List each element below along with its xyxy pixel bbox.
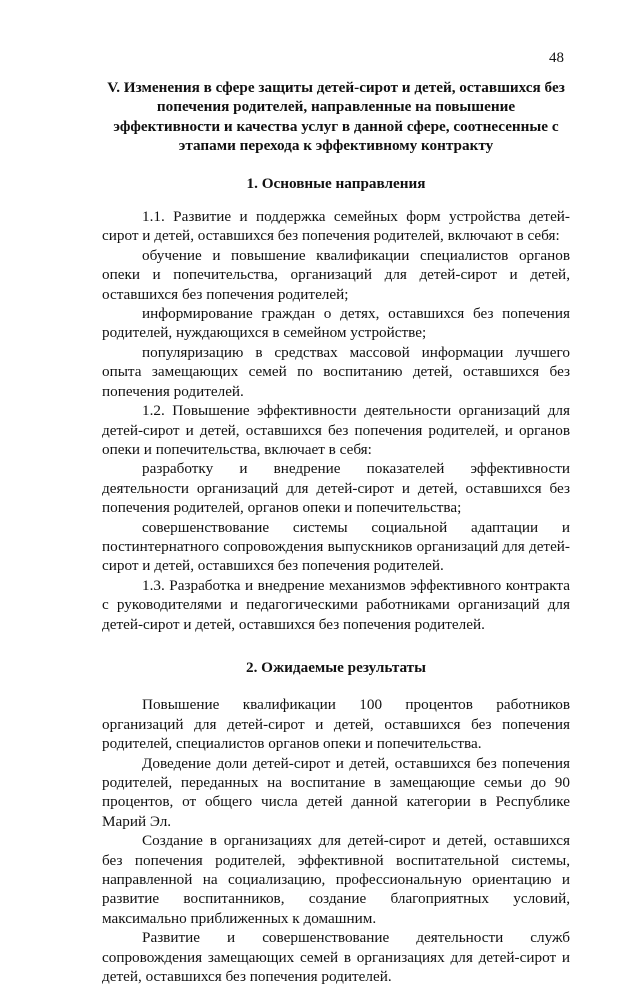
paragraph: совершенствование системы социальной адаптации и постинтернатного сопровождения выпускников организаций для детей-сирот и детей, оставшихся без попечения родителей.	[102, 518, 570, 575]
paragraph: Повышение квалификации 100 процентов работников организаций для детей-сирот и детей, оставшихся без попечения родителей, специалистов органов опеки и попечительства.	[102, 696, 570, 753]
section-title: V. Изменения в сфере защиты детей-сирот и детей, оставшихся без попечения родителей, направленные на повышение эффективности и качества услуг в данной сфере, соотнесенные с этапами перехода к эффективному контракту	[107, 79, 565, 155]
page-number: 48	[549, 50, 564, 66]
part2-heading: 2. Ожидаемые результаты	[245, 658, 427, 676]
paragraph: 1.1. Развитие и поддержка семейных форм устройства детей-сирот и детей, оставшихся без попечения родителей, включают в себя:	[102, 208, 570, 245]
paragraph: Создание в организациях для детей-сирот и детей, оставшихся без попечения родителей, эффективной воспитательной системы, направленной на социализацию, профессиональную ориентацию и развитие воспитанников, создание благоприятных условий, максимально приближенных к домашним.	[102, 832, 570, 927]
paragraph: обучение и повышение квалификации специалистов органов опеки и попечительства, организаций для детей-сирот и детей, оставшихся без попечения родителей;	[102, 246, 570, 303]
paragraph: разработку и внедрение показателей эффективности деятельности организаций для детей-сирот и детей, оставшихся без попечения родителей, органов опеки и попечительства;	[102, 460, 570, 517]
paragraph: Доведение доли детей-сирот и детей, оставшихся без попечения родителей, переданных на воспитание в замещающие семьи до 90 процентов, от общего числа детей данной категории в Республике Марий Эл.	[102, 754, 570, 830]
paragraph: информирование граждан о детях, оставшихся без попечения родителей, нуждающихся в семейном устройстве;	[102, 305, 570, 342]
paragraph: 1.3. Разработка и внедрение механизмов эффективного контракта с руководителями и педагогическими работниками организаций для детей-сирот и детей, оставшихся без попечения родителей.	[102, 576, 570, 633]
paragraph: популяризацию в средствах массовой информации лучшего опыта замещающих семей по воспитанию детей, оставшихся без попечения родителей.	[102, 343, 570, 400]
part1-heading: 1. Основные направления	[246, 174, 426, 192]
paragraph: 1.2. Повышение эффективности деятельности организаций для детей-сирот и детей, оставшихся без попечения родителей, и органов опеки и попечительства, включает в себя:	[102, 402, 570, 458]
page-content	[102, 78, 570, 986]
paragraph: Развитие и совершенствование деятельности служб сопровождения замещающих семей в организациях для детей-сирот и детей, оставшихся без попечения родителей.	[102, 929, 570, 986]
